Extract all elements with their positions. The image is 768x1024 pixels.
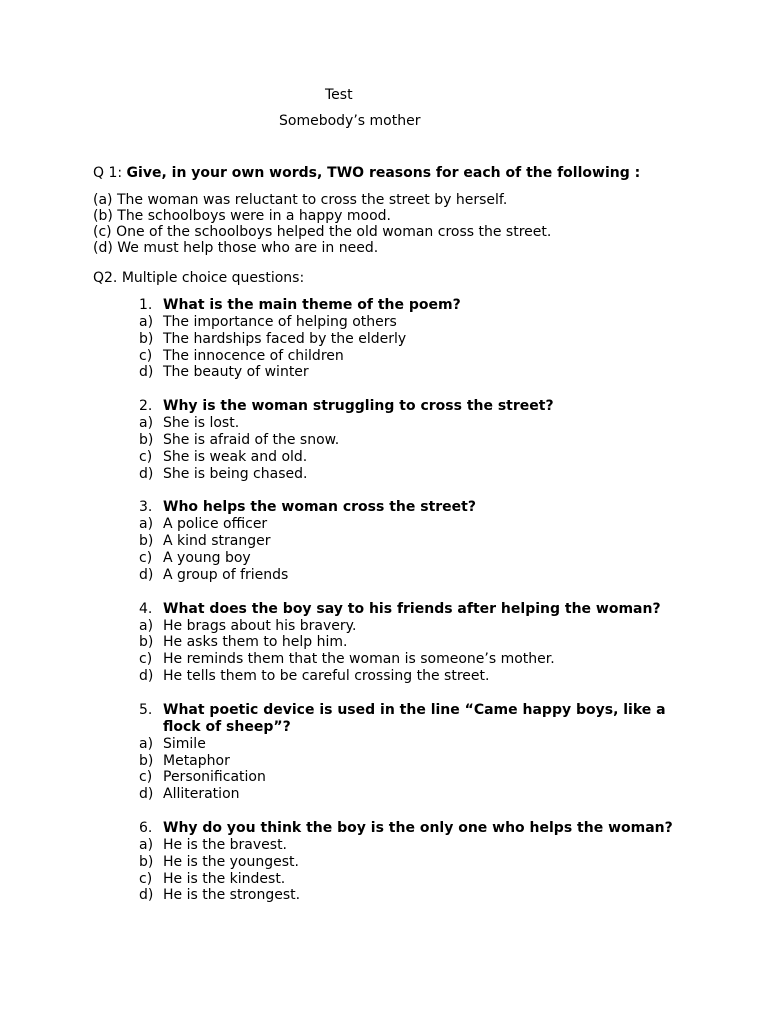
mcq-option-letter: c) <box>139 651 153 668</box>
mcq-option-text: She is weak and old. <box>163 448 308 465</box>
mcq-question <box>139 702 699 736</box>
mcq-option <box>139 786 699 803</box>
mcq-option <box>139 618 699 635</box>
question-1-part-c: (c) One of the schoolboys helped the old woman cross the street. <box>93 224 552 240</box>
mcq-option-letter: d) <box>139 364 154 381</box>
question-2-heading: Q2. Multiple choice questions: <box>93 270 305 286</box>
mcq-option <box>139 887 699 904</box>
mcq-option-text: He is the strongest. <box>163 887 301 904</box>
mcq-option-text: She is being chased. <box>163 465 308 482</box>
mcq-number: 2. <box>139 398 153 415</box>
mcq-option <box>139 331 699 348</box>
mcq-option-text: He reminds them that the woman is someone’s mother. <box>163 651 555 668</box>
mcq-question <box>139 398 699 415</box>
mcq-option <box>139 634 699 651</box>
mcq-number: 6. <box>139 819 153 836</box>
mcq-option-text: Alliteration <box>163 786 240 803</box>
mcq-option-letter: a) <box>139 415 154 432</box>
mcq-question-text: What is the main theme of the poem? <box>163 297 461 313</box>
mcq-option <box>139 769 699 786</box>
mcq-option-letter: c) <box>139 769 153 786</box>
question-1-part-d: (d) We must help those who are in need. <box>93 240 379 256</box>
mcq-option <box>139 550 699 567</box>
mcq-option-letter: c) <box>139 549 153 566</box>
mcq-option-text: A group of friends <box>163 566 289 583</box>
question-1-heading <box>93 165 733 182</box>
mcq-option-text: He asks them to help him. <box>163 634 348 651</box>
mcq-option-text: The innocence of children <box>163 347 344 364</box>
mcq-item-2 <box>139 398 699 482</box>
mcq-item-1 <box>139 297 699 381</box>
mcq-list <box>139 297 699 921</box>
mcq-number: 4. <box>139 600 153 617</box>
mcq-option-text: Personification <box>163 769 266 786</box>
mcq-option-letter: d) <box>139 667 154 684</box>
mcq-option-letter: b) <box>139 431 154 448</box>
mcq-option-letter: a) <box>139 617 154 634</box>
mcq-question-text: Why do you think the boy is the only one who helps the woman? <box>163 819 673 836</box>
mcq-option <box>139 314 699 331</box>
mcq-option-text: He is the bravest. <box>163 836 288 853</box>
mcq-number: 1. <box>139 297 153 313</box>
mcq-number: 3. <box>139 499 153 516</box>
mcq-question-text: Why is the woman struggling to cross the street? <box>163 398 554 415</box>
mcq-option <box>139 668 699 685</box>
mcq-option-letter: b) <box>139 533 154 550</box>
mcq-option-letter: a) <box>139 314 154 330</box>
mcq-question-text: Who helps the woman cross the street? <box>163 499 476 516</box>
mcq-question <box>139 499 699 516</box>
mcq-option <box>139 466 699 483</box>
mcq-option-letter: b) <box>139 752 154 769</box>
mcq-option <box>139 415 699 432</box>
question-1-parts <box>93 192 733 256</box>
document-subtitle: Somebody’s mother <box>279 113 421 129</box>
mcq-option-text: She is lost. <box>163 415 240 432</box>
mcq-option-letter: a) <box>139 735 154 752</box>
mcq-option-letter: d) <box>139 566 154 583</box>
mcq-option-letter: a) <box>139 836 154 853</box>
mcq-option <box>139 651 699 668</box>
question-1-part-a: (a) The woman was reluctant to cross the street by herself. <box>93 192 508 208</box>
mcq-option-text: He is the kindest. <box>163 870 286 887</box>
mcq-option-letter: c) <box>139 448 153 465</box>
mcq-question <box>139 820 699 837</box>
mcq-option <box>139 432 699 449</box>
mcq-option <box>139 516 699 533</box>
document-title: Test <box>325 87 353 103</box>
mcq-option-letter: c) <box>139 347 153 364</box>
mcq-option <box>139 567 699 584</box>
question-1-section <box>93 165 733 256</box>
mcq-item-4 <box>139 601 699 685</box>
mcq-option <box>139 348 699 365</box>
mcq-option-text: A police officer <box>163 516 268 533</box>
mcq-option-text: A young boy <box>163 549 251 566</box>
mcq-option-text: A kind stranger <box>163 533 271 550</box>
mcq-option-text: She is afraid of the snow. <box>163 431 340 448</box>
mcq-question-text: What poetic device is used in the line “Came happy boys, like a flock of sheep”? <box>163 701 666 735</box>
mcq-option <box>139 449 699 466</box>
mcq-option <box>139 364 699 381</box>
mcq-option-letter: d) <box>139 786 154 803</box>
mcq-option <box>139 854 699 871</box>
mcq-option-text: Metaphor <box>163 752 230 769</box>
mcq-question <box>139 297 699 314</box>
mcq-option <box>139 736 699 753</box>
mcq-number: 5. <box>139 701 153 718</box>
mcq-option <box>139 753 699 770</box>
mcq-item-6 <box>139 820 699 904</box>
mcq-option-letter: b) <box>139 330 154 347</box>
question-1-part-b: (b) The schoolboys were in a happy mood. <box>93 208 391 224</box>
question-1-instruction: Give, in your own words, TWO reasons for each of the following : <box>126 165 641 181</box>
mcq-option-text: The beauty of winter <box>163 364 309 381</box>
mcq-item-5 <box>139 702 699 803</box>
mcq-item-3 <box>139 499 699 583</box>
mcq-option-text: Simile <box>163 735 206 752</box>
mcq-option-text: He is the youngest. <box>163 853 299 870</box>
mcq-option <box>139 533 699 550</box>
mcq-option-letter: d) <box>139 887 154 904</box>
mcq-option-letter: c) <box>139 870 153 887</box>
mcq-option <box>139 871 699 888</box>
mcq-option-text: He brags about his bravery. <box>163 617 357 634</box>
mcq-option <box>139 837 699 854</box>
mcq-option-letter: b) <box>139 853 154 870</box>
mcq-option-text: The importance of helping others <box>163 314 397 330</box>
mcq-option-letter: d) <box>139 465 154 482</box>
mcq-option-letter: b) <box>139 634 154 651</box>
mcq-option-text: He tells them to be careful crossing the street. <box>163 667 490 684</box>
question-1-prefix: Q 1: <box>93 165 127 181</box>
mcq-question-text: What does the boy say to his friends after helping the woman? <box>163 600 661 617</box>
mcq-option-letter: a) <box>139 516 154 533</box>
mcq-question <box>139 601 699 618</box>
mcq-option-text: The hardships faced by the elderly <box>163 330 407 347</box>
